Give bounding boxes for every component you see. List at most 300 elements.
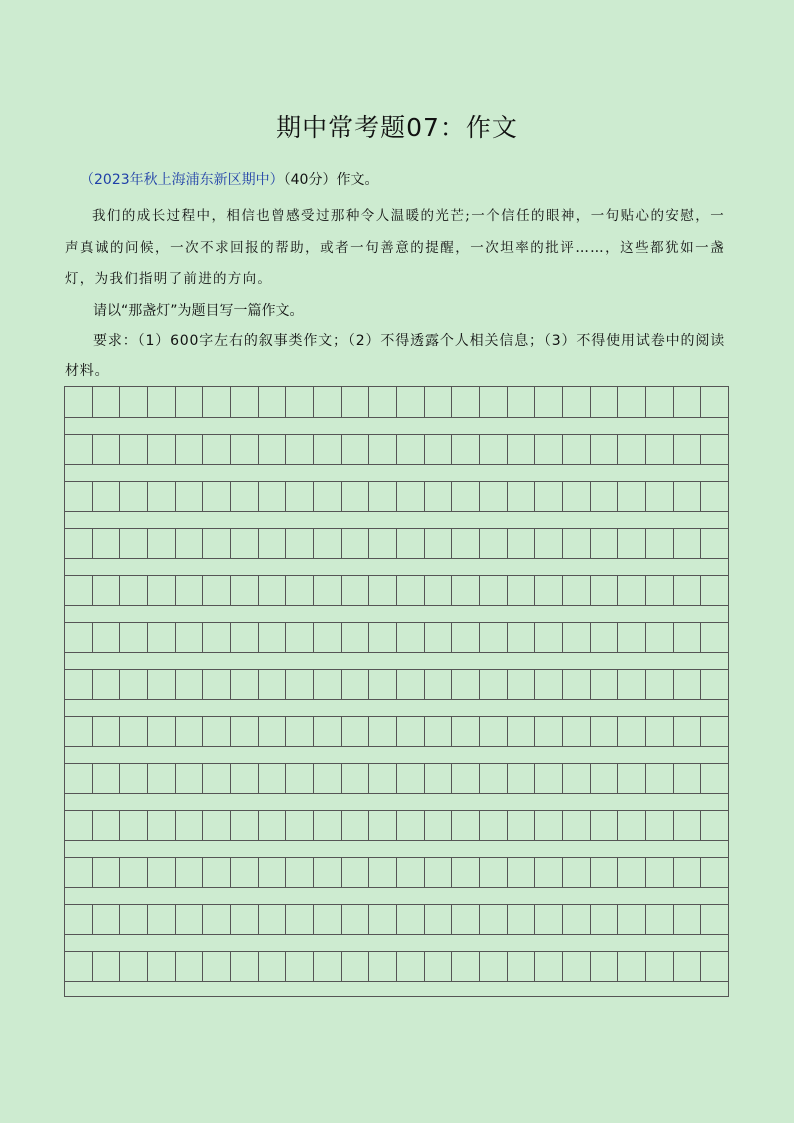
grid-cell[interactable]: [176, 811, 204, 840]
grid-cell[interactable]: [508, 529, 536, 558]
grid-cell[interactable]: [176, 576, 204, 605]
grid-cell[interactable]: [425, 905, 453, 934]
grid-cell[interactable]: [176, 529, 204, 558]
grid-cell[interactable]: [480, 764, 508, 793]
grid-cell[interactable]: [397, 482, 425, 511]
grid-cell[interactable]: [259, 811, 287, 840]
grid-cell[interactable]: [618, 858, 646, 887]
grid-cell[interactable]: [369, 764, 397, 793]
grid-cell[interactable]: [369, 858, 397, 887]
grid-cell[interactable]: [508, 764, 536, 793]
grid-cell[interactable]: [646, 435, 674, 464]
grid-cell[interactable]: [342, 576, 370, 605]
grid-cell[interactable]: [425, 717, 453, 746]
grid-cell[interactable]: [618, 717, 646, 746]
grid-cell[interactable]: [176, 482, 204, 511]
grid-cell[interactable]: [701, 905, 728, 934]
grid-cell[interactable]: [425, 482, 453, 511]
grid-cell[interactable]: [65, 529, 93, 558]
grid-cell[interactable]: [591, 670, 619, 699]
grid-cell[interactable]: [203, 858, 231, 887]
grid-cell[interactable]: [314, 764, 342, 793]
grid-cell[interactable]: [65, 858, 93, 887]
grid-cell[interactable]: [259, 952, 287, 981]
grid-cell[interactable]: [259, 717, 287, 746]
grid-cell[interactable]: [674, 623, 702, 652]
grid-cell[interactable]: [259, 623, 287, 652]
grid-cell[interactable]: [231, 387, 259, 417]
grid-cell[interactable]: [65, 905, 93, 934]
grid-cell[interactable]: [148, 811, 176, 840]
grid-cell[interactable]: [535, 623, 563, 652]
grid-cell[interactable]: [646, 811, 674, 840]
grid-cell[interactable]: [342, 858, 370, 887]
grid-cell[interactable]: [203, 905, 231, 934]
grid-cell[interactable]: [93, 623, 121, 652]
grid-cell[interactable]: [286, 482, 314, 511]
grid-cell[interactable]: [176, 717, 204, 746]
grid-cell[interactable]: [563, 811, 591, 840]
grid-cell[interactable]: [425, 387, 453, 417]
grid-cell[interactable]: [286, 435, 314, 464]
grid-cell[interactable]: [646, 952, 674, 981]
grid-cell[interactable]: [286, 905, 314, 934]
grid-cell[interactable]: [286, 764, 314, 793]
grid-cell[interactable]: [701, 387, 728, 417]
grid-cell[interactable]: [425, 576, 453, 605]
grid-cell[interactable]: [701, 529, 728, 558]
grid-cell[interactable]: [425, 764, 453, 793]
grid-cell[interactable]: [701, 623, 728, 652]
grid-cell[interactable]: [591, 764, 619, 793]
grid-cell[interactable]: [65, 482, 93, 511]
grid-cell[interactable]: [646, 387, 674, 417]
grid-cell[interactable]: [591, 387, 619, 417]
grid-cell[interactable]: [342, 764, 370, 793]
grid-cell[interactable]: [508, 482, 536, 511]
grid-cell[interactable]: [259, 387, 287, 417]
grid-cell[interactable]: [701, 717, 728, 746]
grid-cell[interactable]: [535, 811, 563, 840]
grid-cell[interactable]: [120, 435, 148, 464]
grid-cell[interactable]: [176, 435, 204, 464]
grid-cell[interactable]: [93, 435, 121, 464]
grid-cell[interactable]: [231, 717, 259, 746]
grid-cell[interactable]: [259, 858, 287, 887]
grid-cell[interactable]: [480, 576, 508, 605]
grid-cell[interactable]: [674, 717, 702, 746]
grid-cell[interactable]: [369, 576, 397, 605]
grid-cell[interactable]: [65, 764, 93, 793]
grid-cell[interactable]: [148, 905, 176, 934]
grid-cell[interactable]: [176, 858, 204, 887]
grid-cell[interactable]: [701, 670, 728, 699]
grid-cell[interactable]: [674, 858, 702, 887]
grid-cell[interactable]: [342, 623, 370, 652]
grid-cell[interactable]: [535, 670, 563, 699]
grid-cell[interactable]: [93, 387, 121, 417]
grid-cell[interactable]: [646, 858, 674, 887]
grid-cell[interactable]: [203, 529, 231, 558]
grid-cell[interactable]: [93, 482, 121, 511]
grid-cell[interactable]: [397, 764, 425, 793]
grid-cell[interactable]: [508, 387, 536, 417]
grid-cell[interactable]: [65, 717, 93, 746]
grid-cell[interactable]: [591, 529, 619, 558]
grid-cell[interactable]: [286, 529, 314, 558]
grid-cell[interactable]: [314, 482, 342, 511]
grid-cell[interactable]: [342, 387, 370, 417]
grid-cell[interactable]: [646, 905, 674, 934]
grid-cell[interactable]: [397, 387, 425, 417]
grid-cell[interactable]: [120, 858, 148, 887]
grid-cell[interactable]: [452, 905, 480, 934]
writing-grid[interactable]: [64, 386, 729, 997]
grid-cell[interactable]: [508, 576, 536, 605]
grid-cell[interactable]: [314, 811, 342, 840]
grid-cell[interactable]: [591, 623, 619, 652]
grid-cell[interactable]: [203, 717, 231, 746]
grid-cell[interactable]: [618, 952, 646, 981]
grid-cell[interactable]: [397, 435, 425, 464]
grid-cell[interactable]: [314, 952, 342, 981]
grid-cell[interactable]: [231, 858, 259, 887]
grid-cell[interactable]: [646, 764, 674, 793]
grid-cell[interactable]: [480, 623, 508, 652]
grid-cell[interactable]: [618, 529, 646, 558]
grid-cell[interactable]: [231, 811, 259, 840]
grid-cell[interactable]: [120, 670, 148, 699]
grid-cell[interactable]: [286, 858, 314, 887]
grid-cell[interactable]: [231, 435, 259, 464]
grid-cell[interactable]: [369, 529, 397, 558]
grid-cell[interactable]: [425, 858, 453, 887]
grid-cell[interactable]: [452, 435, 480, 464]
grid-cell[interactable]: [674, 482, 702, 511]
grid-cell[interactable]: [674, 670, 702, 699]
grid-cell[interactable]: [259, 482, 287, 511]
grid-cell[interactable]: [480, 529, 508, 558]
grid-cell[interactable]: [65, 387, 93, 417]
grid-cell[interactable]: [231, 623, 259, 652]
grid-cell[interactable]: [369, 435, 397, 464]
grid-cell[interactable]: [148, 717, 176, 746]
grid-cell[interactable]: [120, 952, 148, 981]
grid-cell[interactable]: [452, 811, 480, 840]
grid-cell[interactable]: [563, 576, 591, 605]
grid-cell[interactable]: [120, 576, 148, 605]
grid-cell[interactable]: [259, 529, 287, 558]
grid-cell[interactable]: [452, 482, 480, 511]
grid-cell[interactable]: [397, 952, 425, 981]
grid-cell[interactable]: [176, 764, 204, 793]
grid-cell[interactable]: [286, 952, 314, 981]
grid-cell[interactable]: [203, 952, 231, 981]
grid-cell[interactable]: [203, 623, 231, 652]
grid-cell[interactable]: [452, 717, 480, 746]
grid-cell[interactable]: [397, 858, 425, 887]
grid-cell[interactable]: [480, 387, 508, 417]
grid-cell[interactable]: [314, 435, 342, 464]
grid-cell[interactable]: [65, 811, 93, 840]
grid-cell[interactable]: [535, 387, 563, 417]
grid-cell[interactable]: [508, 905, 536, 934]
grid-cell[interactable]: [591, 905, 619, 934]
grid-cell[interactable]: [480, 670, 508, 699]
grid-cell[interactable]: [369, 905, 397, 934]
grid-cell[interactable]: [231, 576, 259, 605]
grid-cell[interactable]: [231, 529, 259, 558]
grid-cell[interactable]: [148, 670, 176, 699]
grid-cell[interactable]: [563, 670, 591, 699]
grid-cell[interactable]: [563, 905, 591, 934]
grid-cell[interactable]: [508, 670, 536, 699]
grid-cell[interactable]: [563, 435, 591, 464]
grid-cell[interactable]: [176, 670, 204, 699]
grid-cell[interactable]: [618, 811, 646, 840]
grid-cell[interactable]: [397, 529, 425, 558]
grid-cell[interactable]: [93, 576, 121, 605]
grid-cell[interactable]: [93, 952, 121, 981]
grid-cell[interactable]: [93, 905, 121, 934]
grid-cell[interactable]: [314, 623, 342, 652]
grid-cell[interactable]: [701, 576, 728, 605]
grid-cell[interactable]: [508, 623, 536, 652]
grid-cell[interactable]: [618, 764, 646, 793]
grid-cell[interactable]: [120, 482, 148, 511]
grid-cell[interactable]: [93, 811, 121, 840]
grid-cell[interactable]: [314, 387, 342, 417]
grid-cell[interactable]: [120, 529, 148, 558]
grid-cell[interactable]: [425, 435, 453, 464]
grid-cell[interactable]: [535, 952, 563, 981]
grid-cell[interactable]: [203, 435, 231, 464]
grid-cell[interactable]: [176, 623, 204, 652]
grid-cell[interactable]: [203, 811, 231, 840]
grid-cell[interactable]: [674, 387, 702, 417]
grid-cell[interactable]: [231, 905, 259, 934]
grid-cell[interactable]: [397, 623, 425, 652]
grid-cell[interactable]: [480, 435, 508, 464]
grid-cell[interactable]: [508, 717, 536, 746]
grid-cell[interactable]: [674, 576, 702, 605]
grid-cell[interactable]: [591, 717, 619, 746]
grid-cell[interactable]: [674, 952, 702, 981]
grid-cell[interactable]: [674, 905, 702, 934]
grid-cell[interactable]: [646, 482, 674, 511]
grid-cell[interactable]: [563, 482, 591, 511]
grid-cell[interactable]: [231, 670, 259, 699]
grid-cell[interactable]: [120, 905, 148, 934]
grid-cell[interactable]: [701, 435, 728, 464]
grid-cell[interactable]: [480, 717, 508, 746]
grid-cell[interactable]: [452, 576, 480, 605]
grid-cell[interactable]: [203, 670, 231, 699]
grid-cell[interactable]: [480, 858, 508, 887]
grid-cell[interactable]: [93, 670, 121, 699]
grid-cell[interactable]: [65, 952, 93, 981]
grid-cell[interactable]: [148, 435, 176, 464]
grid-cell[interactable]: [93, 764, 121, 793]
grid-cell[interactable]: [231, 952, 259, 981]
grid-cell[interactable]: [535, 717, 563, 746]
grid-cell[interactable]: [618, 482, 646, 511]
grid-cell[interactable]: [591, 576, 619, 605]
grid-cell[interactable]: [425, 670, 453, 699]
grid-cell[interactable]: [369, 811, 397, 840]
grid-cell[interactable]: [591, 952, 619, 981]
grid-cell[interactable]: [65, 435, 93, 464]
grid-cell[interactable]: [342, 811, 370, 840]
grid-cell[interactable]: [535, 435, 563, 464]
grid-cell[interactable]: [369, 623, 397, 652]
grid-cell[interactable]: [508, 858, 536, 887]
grid-cell[interactable]: [342, 717, 370, 746]
grid-cell[interactable]: [314, 670, 342, 699]
grid-cell[interactable]: [591, 811, 619, 840]
grid-cell[interactable]: [369, 482, 397, 511]
grid-cell[interactable]: [148, 387, 176, 417]
grid-cell[interactable]: [563, 952, 591, 981]
grid-cell[interactable]: [231, 764, 259, 793]
grid-cell[interactable]: [425, 623, 453, 652]
grid-cell[interactable]: [535, 905, 563, 934]
grid-cell[interactable]: [701, 952, 728, 981]
grid-cell[interactable]: [148, 952, 176, 981]
grid-cell[interactable]: [342, 529, 370, 558]
grid-cell[interactable]: [286, 811, 314, 840]
grid-cell[interactable]: [646, 529, 674, 558]
grid-cell[interactable]: [452, 529, 480, 558]
grid-cell[interactable]: [563, 387, 591, 417]
grid-cell[interactable]: [591, 858, 619, 887]
grid-cell[interactable]: [259, 670, 287, 699]
grid-cell[interactable]: [203, 576, 231, 605]
grid-cell[interactable]: [701, 764, 728, 793]
grid-cell[interactable]: [480, 811, 508, 840]
grid-cell[interactable]: [286, 670, 314, 699]
grid-cell[interactable]: [452, 387, 480, 417]
grid-cell[interactable]: [508, 952, 536, 981]
grid-cell[interactable]: [397, 811, 425, 840]
grid-cell[interactable]: [65, 576, 93, 605]
grid-cell[interactable]: [397, 717, 425, 746]
grid-cell[interactable]: [452, 670, 480, 699]
grid-cell[interactable]: [369, 670, 397, 699]
grid-cell[interactable]: [535, 764, 563, 793]
grid-cell[interactable]: [259, 435, 287, 464]
grid-cell[interactable]: [65, 670, 93, 699]
grid-cell[interactable]: [563, 529, 591, 558]
grid-cell[interactable]: [646, 623, 674, 652]
grid-cell[interactable]: [618, 905, 646, 934]
grid-cell[interactable]: [65, 623, 93, 652]
grid-cell[interactable]: [120, 623, 148, 652]
grid-cell[interactable]: [120, 764, 148, 793]
grid-cell[interactable]: [176, 952, 204, 981]
grid-cell[interactable]: [314, 576, 342, 605]
grid-cell[interactable]: [93, 529, 121, 558]
grid-cell[interactable]: [397, 905, 425, 934]
grid-cell[interactable]: [314, 858, 342, 887]
grid-cell[interactable]: [148, 623, 176, 652]
grid-cell[interactable]: [314, 717, 342, 746]
grid-cell[interactable]: [176, 387, 204, 417]
grid-cell[interactable]: [618, 576, 646, 605]
grid-cell[interactable]: [259, 764, 287, 793]
grid-cell[interactable]: [618, 670, 646, 699]
grid-cell[interactable]: [148, 529, 176, 558]
grid-cell[interactable]: [480, 482, 508, 511]
grid-cell[interactable]: [314, 905, 342, 934]
grid-cell[interactable]: [535, 482, 563, 511]
grid-cell[interactable]: [369, 952, 397, 981]
grid-cell[interactable]: [425, 811, 453, 840]
grid-cell[interactable]: [148, 858, 176, 887]
grid-cell[interactable]: [342, 435, 370, 464]
grid-cell[interactable]: [701, 482, 728, 511]
grid-cell[interactable]: [674, 435, 702, 464]
grid-cell[interactable]: [452, 764, 480, 793]
grid-cell[interactable]: [203, 387, 231, 417]
grid-cell[interactable]: [148, 764, 176, 793]
grid-cell[interactable]: [342, 482, 370, 511]
grid-cell[interactable]: [701, 858, 728, 887]
grid-cell[interactable]: [452, 623, 480, 652]
grid-cell[interactable]: [591, 482, 619, 511]
grid-cell[interactable]: [618, 623, 646, 652]
grid-cell[interactable]: [286, 576, 314, 605]
grid-cell[interactable]: [535, 529, 563, 558]
grid-cell[interactable]: [508, 811, 536, 840]
grid-cell[interactable]: [369, 717, 397, 746]
grid-cell[interactable]: [425, 952, 453, 981]
grid-cell[interactable]: [508, 435, 536, 464]
grid-cell[interactable]: [535, 576, 563, 605]
grid-cell[interactable]: [701, 811, 728, 840]
grid-cell[interactable]: [231, 482, 259, 511]
grid-cell[interactable]: [563, 623, 591, 652]
grid-cell[interactable]: [535, 858, 563, 887]
grid-cell[interactable]: [286, 623, 314, 652]
grid-cell[interactable]: [120, 717, 148, 746]
grid-cell[interactable]: [148, 576, 176, 605]
grid-cell[interactable]: [646, 717, 674, 746]
grid-cell[interactable]: [563, 858, 591, 887]
grid-cell[interactable]: [563, 717, 591, 746]
grid-cell[interactable]: [425, 529, 453, 558]
grid-cell[interactable]: [203, 482, 231, 511]
grid-cell[interactable]: [452, 858, 480, 887]
grid-cell[interactable]: [342, 905, 370, 934]
grid-cell[interactable]: [342, 670, 370, 699]
grid-cell[interactable]: [646, 576, 674, 605]
grid-cell[interactable]: [674, 811, 702, 840]
grid-cell[interactable]: [120, 811, 148, 840]
grid-cell[interactable]: [176, 905, 204, 934]
grid-cell[interactable]: [480, 952, 508, 981]
grid-cell[interactable]: [314, 529, 342, 558]
grid-cell[interactable]: [674, 764, 702, 793]
grid-cell[interactable]: [397, 670, 425, 699]
grid-cell[interactable]: [563, 764, 591, 793]
grid-cell[interactable]: [397, 576, 425, 605]
grid-cell[interactable]: [674, 529, 702, 558]
grid-cell[interactable]: [259, 576, 287, 605]
grid-cell[interactable]: [286, 387, 314, 417]
grid-cell[interactable]: [259, 905, 287, 934]
grid-cell[interactable]: [480, 905, 508, 934]
